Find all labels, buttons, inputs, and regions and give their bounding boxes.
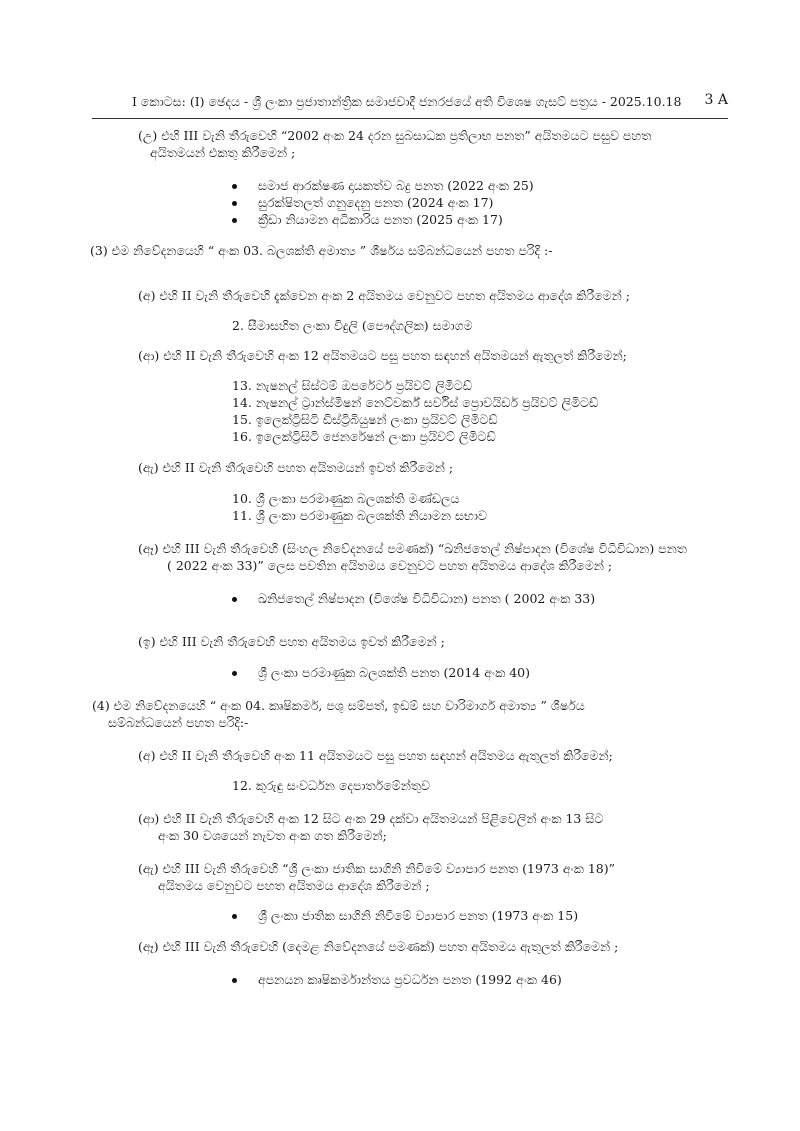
clause-4ae-line-1: (ඇ) එහි III වැනි තීරුවෙහි “ශ්‍රී ලංකා ජාතික සාගිනි නිවීමේ ව්‍යාපාර පනත (1973 අංක 18)” bbox=[138, 861, 615, 876]
clause-3i: (ඉ) එහි III වැනි තීරුවෙහි පහත අයිතමය ඉවත් කිරීමෙන් ; bbox=[138, 634, 445, 649]
section-4-heading-line-1: (4) එම නිවේදනයෙහි “ අංක 04. කෘෂිකර්ම, පශු සම්පත්, ඉඩම් සහ වාරිමාර්ග අමාත්‍ය ” ශීර්ෂය bbox=[92, 698, 585, 713]
list-item: ක්‍රීඩා නියාමන අධිකාරිය පනත (2025 අංක 17) bbox=[258, 212, 503, 227]
clause-4aee: (ඈ) එහි III වැනි තීරුවෙහි (දෙමළ නිවේදනයේ පමණක්) පහත අයිතමය ඇතුලත් කිරීමෙන් ; bbox=[138, 939, 619, 954]
clause-3aa: (ආ) එහි II වැනි තීරුවෙහි අංක 12 අයිතමයට පසු පහත සඳහන් අයිතමයන් ඇතුලත් කිරීමෙන්; bbox=[138, 348, 627, 363]
list-item: සුරක්ෂිතලත් ගනුදෙනු පනත (2024 අංක 17) bbox=[258, 195, 494, 210]
clause-3aee-line-2: ( 2022 අංක 33)” ලෙස පවතින අයිතමය වෙනුවට පහත අයිතමය ආදේශ කිරීමෙන් ; bbox=[167, 558, 613, 573]
list-item: 16. ඉලෙක්ට්‍රිසිටි ජෙනරේෂන් ලංකා ප්‍රයිවට් ලිමිටඩ් bbox=[232, 429, 496, 444]
clause-3u-line-2: අයිතමයන් එකතු කිරීමෙන් ; bbox=[150, 145, 296, 160]
gazette-header-title: I කොටස: (I) ඡෙදය - ශ්‍රී ලංකා ප්‍රජාතාන්ත්‍රික සමාජවාදී ජනරජයේ අති විශෙෂ ගැසට් පත්‍රය - 2025.10.18 bbox=[132, 94, 682, 109]
page-header bbox=[92, 92, 728, 119]
bullet-icon bbox=[232, 914, 237, 919]
clause-4aa-line-1: (ආ) එහි II වැනි තීරුවෙහි අංක 12 සිට අංක 29 දක්වා අයිතමයන් පිළිවෙලින් අංක 13 සිට bbox=[138, 811, 604, 826]
bullet-icon bbox=[232, 201, 237, 206]
list-item: ශ්‍රී ලංකා ජාතික සාගිනි නිවීමේ ව්‍යාපාර පනත (1973 අංක 15) bbox=[258, 908, 579, 923]
list-item: 10. ශ්‍රී ලංකා පරමාණුක බලශක්ති මණ්ඩලය bbox=[232, 491, 460, 506]
list-item: 15. ඉලෙක්ට්‍රිසිටි ඩිස්ට්‍රිබියුෂන් ලංකා ප්‍රයිවට් ලිමිටඩ් bbox=[232, 412, 498, 427]
list-item: 11. ශ්‍රී ලංකා පරමාණුක බලශක්ති නියාමන සභාව bbox=[232, 508, 487, 523]
list-item: ඛනිජතෙල් නිෂ්පාදන (විශේෂ විධිවිධාන) පනත ( 2002 අංක 33) bbox=[258, 591, 596, 606]
page-number: 3 A bbox=[704, 92, 728, 108]
clause-3ae: (ඇ) එහි II වැනි තීරුවෙහි පහත අයිතමයන් ඉවත් කිරීමෙන් ; bbox=[138, 460, 454, 475]
clause-3aee-line-1: (ඈ) එහි III වැනි තීරුවෙහි (සිංහල නිවේදනයේ පමණක්) “ඛනිජතෙල් නිෂ්පාදන (විශේෂ විධිවිධාන) පනත bbox=[138, 541, 687, 556]
list-item: 2. සීමාසහිත ලංකා විදුලි (පෞද්ගලික) සමාගම bbox=[232, 318, 473, 333]
bullet-icon bbox=[232, 597, 237, 602]
list-item: සමාජ ආරක්ෂණ දායකත්ව බදු පනත (2022 අංක 25) bbox=[258, 178, 534, 193]
clause-4ae-line-2: අයිතමය වෙනුවට පහත අයිතමය ආදේශ කිරීමෙන් ; bbox=[158, 878, 430, 893]
list-item: 12. කුරුඳු සංවර්ධන දෙපාර්තමේන්තුව bbox=[232, 778, 431, 793]
clause-3u-line-1: (උ) එහි III වැනි තීරුවෙහි “2002 අංක 24 දරන සුබසාධක ප්‍රතිලාභ පනත” අයිතමයට පසුව පහත bbox=[138, 128, 652, 143]
bullet-icon bbox=[232, 978, 237, 983]
section-3-heading: (3) එම නිවේදනයෙහි “ අංක 03. බලශක්ති අමාත්‍ය ” ශීර්ෂය සම්බන්ධයෙන් පහත පරිදි :- bbox=[90, 243, 553, 258]
list-item: 14. නැෂනල් ට්‍රාන්ස්මිෂන් නෙට්වර්ක් සර්විස් ප්‍රොවයිඩර් ප්‍රයිවට් ලිමිටඩ් bbox=[232, 395, 599, 410]
section-4-heading-line-2: සම්බන්ධයෙන් පහත පරිදි:- bbox=[108, 715, 249, 730]
list-item: ශ්‍රී ලංකා පරමාණුක බලශක්ති පනත (2014 අංක 40) bbox=[258, 665, 530, 680]
list-item: අපනයන කෘෂිකර්මාන්තය ප්‍රවර්ධන පනත (1992 අංක 46) bbox=[258, 972, 562, 987]
bullet-icon bbox=[232, 671, 237, 676]
clause-3a: (අ) එහි II වැනි තීරුවෙහි දැක්වෙන අංක 2 අයිතමය වෙනුවට පහත අයිතමය ආදේශ කිරීමෙන් ; bbox=[138, 288, 630, 303]
list-item: 13. නැෂනල් සිස්ටම් ඔපරේටර් ප්‍රයිවට් ලිමිටඩ් bbox=[232, 378, 473, 393]
bullet-icon bbox=[232, 218, 237, 223]
bullet-icon bbox=[232, 184, 237, 189]
clause-4a: (අ) එහි II වැනි තීරුවෙහි අංක 11 අයිතමයට පසු පහත සඳහන් අයිතමය ඇතුලත් කිරීමෙන්; bbox=[138, 748, 613, 763]
clause-4aa-line-2: අංක 30 වශයෙන් නැවත අංක ගත කිරීමෙන්; bbox=[158, 828, 387, 843]
